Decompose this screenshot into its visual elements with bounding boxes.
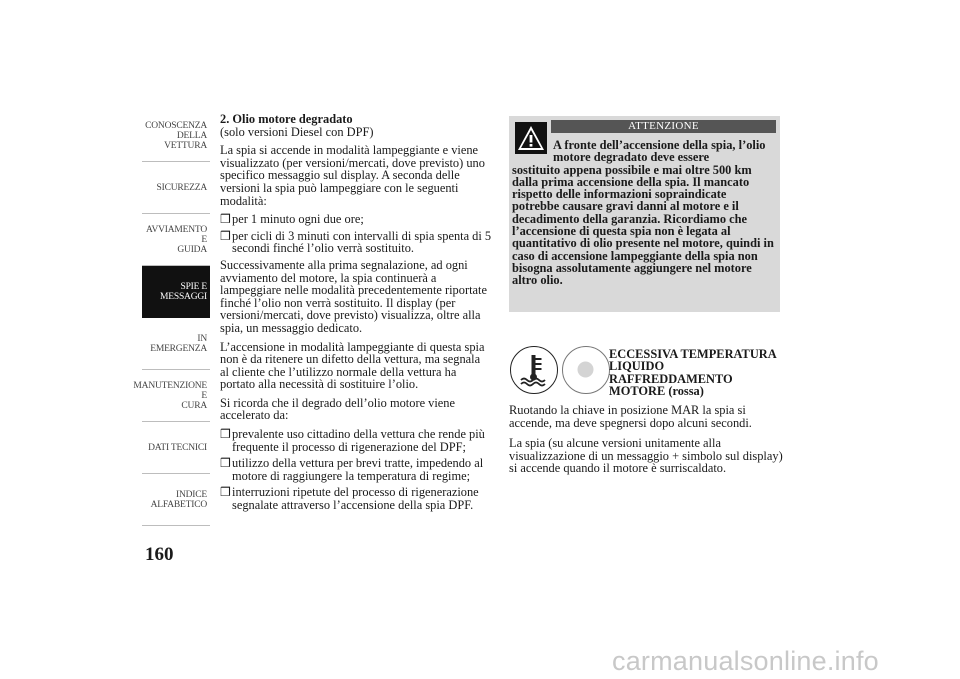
- checkbox-bullet-icon: ❒: [220, 427, 231, 442]
- tab-avviamento[interactable]: [142, 214, 210, 266]
- section-heading: 2. Olio motore degradato: [220, 112, 353, 126]
- warning-box: [509, 116, 780, 312]
- tab-label: IN EMERGENZA: [150, 333, 207, 354]
- section-subheading: (solo versioni Diesel con DPF): [220, 124, 374, 139]
- checkbox-bullet-icon: ❒: [220, 228, 231, 243]
- tab-label: CONOSCENZA DELLA VETTURA: [145, 120, 207, 151]
- list-item: ❒ prevalente uso cittadino della vettura che rende più frequente il processo di rigenerazione del DPF;: [220, 427, 485, 454]
- paragraph: La spia (su alcune versioni unitamente alla visualizzazione di un messaggio + simbolo sul display) si accende quando il motore è surriscaldato.: [509, 436, 783, 476]
- coolant-section-title: ECCESSIVA TEMPERATURA LIQUIDO RAFFREDDAMENTO MOTORE (rossa): [609, 347, 776, 398]
- watermark: carmanualsonline.info: [612, 646, 879, 676]
- tab-dati-tecnici[interactable]: [142, 422, 210, 474]
- warning-first-line: A fronte dell’accensione della spia, l’olio motore degradato deve essere: [553, 138, 766, 165]
- checkbox-bullet-icon: ❒: [220, 485, 231, 500]
- warning-text: [512, 139, 774, 287]
- tab-indice[interactable]: [142, 474, 210, 526]
- checkbox-bullet-icon: ❒: [220, 456, 231, 471]
- chapter-sidebar: [133, 110, 210, 526]
- right-column: [509, 404, 784, 483]
- left-column: [220, 113, 492, 516]
- tab-sicurezza[interactable]: [142, 162, 210, 214]
- tab-spie-messaggi[interactable]: [142, 266, 210, 318]
- paragraph: La spia si accende in modalità lampeggiante e viene visualizzato (per versioni/mercati, dove previsto) uno specifico messaggio sul display. A seconda delle versioni la spia può lampeggiare con le seguenti modalità:: [220, 143, 485, 208]
- tab-label: DATI TECNICI: [148, 442, 207, 453]
- warning-title: ATTENZIONE: [551, 120, 776, 133]
- coolant-temperature-icon: [510, 346, 558, 394]
- tab-label: INDICE ALFABETICO: [150, 489, 207, 510]
- tab-manutenzione[interactable]: [133, 370, 210, 422]
- paragraph: Successivamente alla prima segnalazione, ad ogni avviamento del motore, la spia continuerà a lampeggiare nelle modalità precedentemente riportate finché l’olio non verrà sostituito. Il display (per versioni/mercati, dove previsto) visualizza, oltre alla spia, un messaggio dedicato.: [220, 257, 487, 335]
- list-item: ❒ interruzioni ripetute del processo di rigenerazione segnalate attraverso l’accensione della spia DPF.: [220, 485, 479, 513]
- warning-body: sostituito appena possibile e mai oltre 500 km dalla prima accensione della spia. Il mancato rispetto delle informazioni sopraindicate potrebbe causare gravi danni al motore e il decadimento della garanzia. Ricordiamo che l’accensione di questa spia non è legata al quantitativo di olio presente nel motore, quindi in caso di accensione lampeggiante della spia non bisogna assolutamente aggiungere nel motore altro olio.: [512, 162, 774, 288]
- paragraph: L’accensione in modalità lampeggiante di questa spia non è da ritenere un difetto della vettura, ma segnala al cliente che l’utilizzo normale della vettura ha portato alla necessità di sostituire l’olio.: [220, 339, 485, 392]
- tab-label: SPIE E MESSAGGI: [160, 281, 207, 302]
- list-item: ❒ per cicli di 3 minuti con intervalli di spia spenta di 5 secondi finché l’olio verrà sostituito.: [220, 228, 492, 256]
- list-item: ❒ utilizzo della vettura per brevi tratte, impedendo al motore di raggiungere la temperatura di regime;: [220, 456, 484, 483]
- display-warning-icon: [562, 346, 610, 394]
- paragraph: Ruotando la chiave in posizione MAR la spia si accende, ma deve spegnersi dopo alcuni secondi.: [509, 403, 752, 430]
- page-number: 160: [145, 544, 174, 565]
- tab-label: MANUTENZIONE E CURA: [133, 380, 207, 411]
- tab-emergenza[interactable]: [142, 318, 210, 370]
- paragraph: Si ricorda che il degrado dell’olio motore viene accelerato da:: [220, 395, 455, 423]
- list-item: ❒ per 1 minuto ogni due ore;: [220, 212, 364, 227]
- tab-conoscenza[interactable]: [142, 110, 210, 162]
- checkbox-bullet-icon: ❒: [220, 212, 231, 227]
- tab-label: SICUREZZA: [156, 182, 207, 193]
- tab-label: AVVIAMENTO E GUIDA: [146, 224, 207, 255]
